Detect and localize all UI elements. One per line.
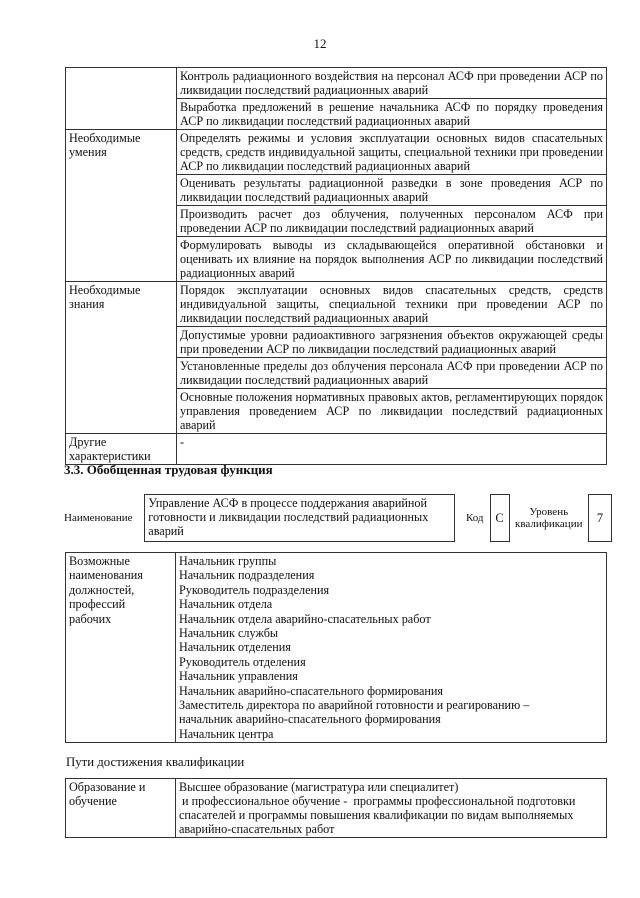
table-row [66,68,607,99]
table-cell: Выработка предложений в решение начальника АСФ по порядку проведения АСР по ликвидации последствий радиационных аварий [177,99,607,130]
list-item: Начальник группы [179,554,277,568]
list-item: Начальник отдела [179,597,273,612]
level-label-line: квалификации [514,518,583,530]
table-cell: Определять режимы и условия эксплуатации основных видов спасательных средств, средств индивидуальной защиты, специальной техники при проведении АСР по ликвидации последствий радиационных аварий [177,130,607,175]
level-value: 7 [588,495,611,542]
table-cell: Допустимые уровни радиоактивного загрязнения объектов окружающей среды при проведении АСР по ликвидации последствий радиационных аварий [177,327,607,358]
text-line: спасателей и программы повышения квалификации по видам выполняемых [179,808,574,822]
label-line: должностей, [69,582,135,597]
label-line: Образование и [69,780,146,794]
label-line: рабочих [69,611,112,626]
function-name-value: Управление АСФ в процессе поддержания аварийной готовности и ликвидации последствий радиационных аварий [145,495,455,542]
label-line: Возможные [69,554,130,568]
table-row [66,282,607,327]
table-cell: Порядок эксплуатации основных видов спасательных средств, средств индивидуальной защиты, специальной техники при проведении АСР по ликвидации последствий радиационных аварий [177,282,607,327]
list-item: Начальник службы [179,626,279,641]
skills-label: Необходимые умения [66,130,177,282]
table-row [66,553,607,743]
table-row [66,779,607,838]
list-item: Руководитель отделения [179,654,306,669]
page-number: 12 [313,36,327,51]
section-title: 3.3. Обобщенная трудовая функция [64,462,273,477]
list-item: Начальник аварийно-спасательного формирования [179,683,444,698]
table-cell: Оценивать результаты радиационной разведки в зоне проведения АСР по ликвидации последствий радиационных аварий [177,175,607,206]
labor-functions-table [65,67,607,465]
list-item: Начальник отдела аварийно-спасательных работ [179,611,431,626]
table-cell: Производить расчет доз облучения, полученных персоналом АСФ при проведении АСР по ликвидации последствий радиационных аварий [177,206,607,237]
list-item: Начальник центра [179,726,274,741]
text-line: аварийно-спасательных работ [179,822,335,836]
label-line: обучение [69,794,117,808]
list-item: Начальник подразделения [179,568,315,583]
table-cell: - [177,434,607,465]
list-item: Руководитель подразделения [179,582,330,597]
positions-label [66,553,176,743]
table-cell: Основные положения нормативных правовых актов, регламентирующих порядок управления проведением АСР по ликвидации последствий радиационных аварий [177,389,607,434]
table-row [66,130,607,175]
code-value: С [490,495,509,542]
text-line: и профессиональное обучение - программы профессиональной подготовки [179,794,576,808]
other-characteristics-label: Другие характеристики [66,434,177,465]
table-cell: Контроль радиационного воздействия на персонал АСФ при проведении АСР по ликвидации последствий радиационных аварий [177,68,607,99]
text-line: Высшее образование (магистратура или специалитет) [179,780,459,794]
positions-list [176,553,607,743]
list-item: Начальник управления [179,669,298,684]
function-header-table [64,494,612,542]
list-item: начальник аварийно-спасательного формирования [179,712,441,727]
list-item: Начальник отделения [179,640,291,655]
code-label: Код [465,512,484,524]
positions-table [65,552,607,743]
table-row [66,434,607,465]
table-cell: Установленные пределы доз облучения персонала АСФ при проведении АСР по ликвидации последствий радиационных аварий [177,358,607,389]
level-label-line: Уровень [529,506,569,518]
education-value [176,779,607,838]
education-table [65,778,607,838]
table-cell-empty [66,68,177,130]
label-line: наименования [69,568,143,583]
name-label: Наименование [64,512,133,524]
level-label [509,495,588,542]
label-line: профессий [69,597,126,612]
list-item: Заместитель директора по аварийной готовности и реагированию – [179,698,530,713]
education-label [66,779,176,838]
table-cell: Формулировать выводы из складывающейся оперативной обстановки и оценивать их влияние на порядок выполнения АСР по ликвидации последствий радиационных аварий [177,237,607,282]
qualification-paths-title: Пути достижения квалификации [66,755,245,769]
knowledge-label: Необходимые знания [66,282,177,434]
